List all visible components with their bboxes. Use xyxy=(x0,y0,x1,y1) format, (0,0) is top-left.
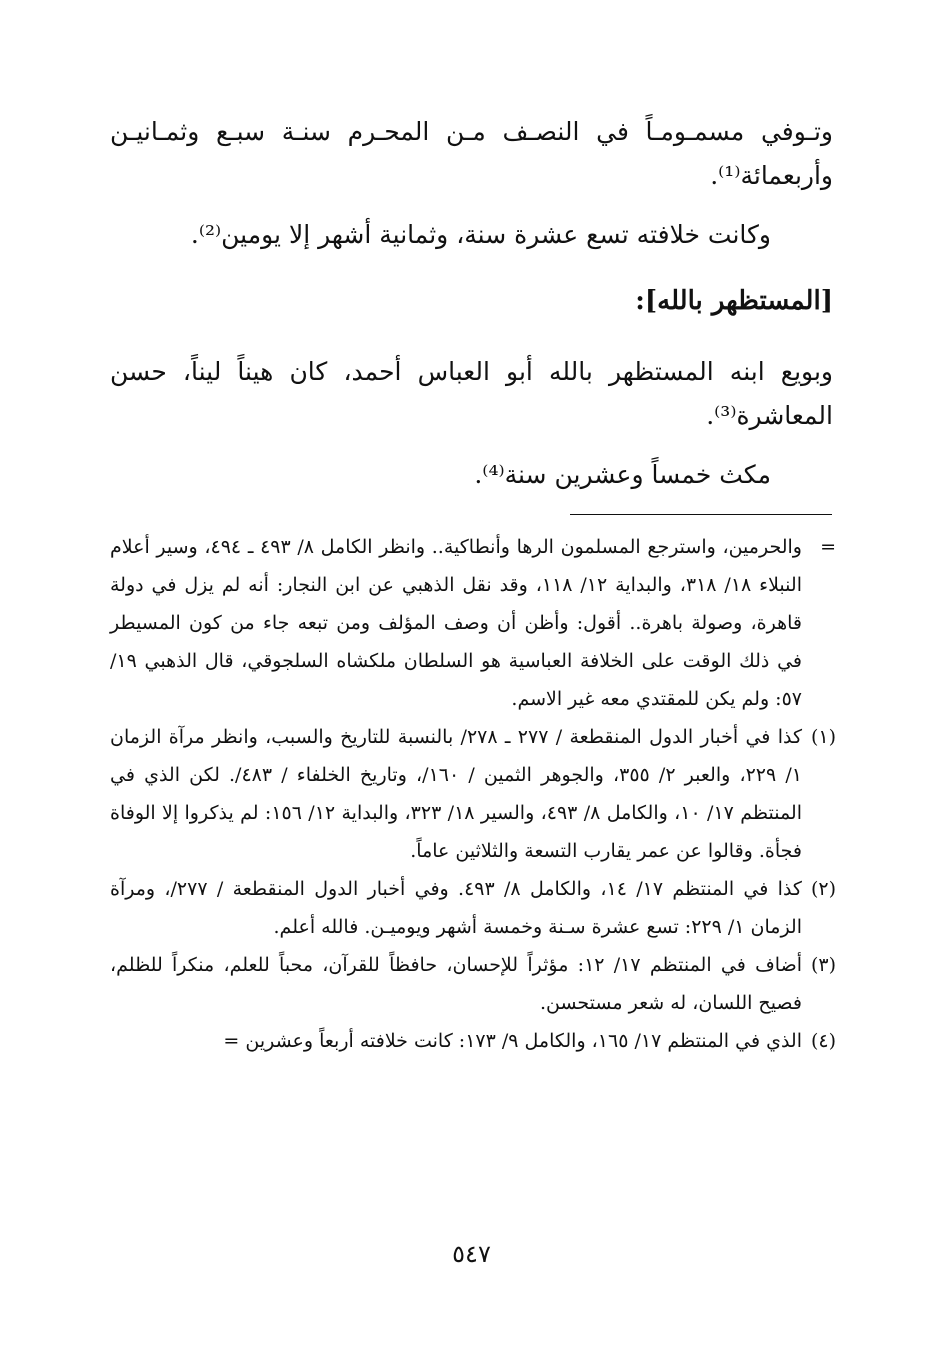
main-paragraph-bay-ah: وبويع ابنه المستظهر بالله أبو العباس أحمد، كان هيناً ليناً، حسن المعاشرة⁽³⁾. xyxy=(110,357,833,430)
footnote-4 xyxy=(110,1022,836,1060)
footnote-continuation xyxy=(110,528,836,718)
footnote-text: كذا في المنتظم ١٧/ ١٤، والكامل ٨/ ٤٩٣. وفي أخبار الدول المنقطعة / ٢٧٧/، ومرآة الزمان ١/ ٢٢٩: تسع عشرة سـنة وخمسة أشهر ويوميـن. فالله أعلم. xyxy=(110,878,802,938)
footnote-text: الذي في المنتظم ١٧/ ١٦٥، والكامل ٩/ ١٧٣: كانت خلافته أربعاً وعشرين = xyxy=(223,1030,802,1052)
footnote-marker: (١) xyxy=(810,726,836,748)
footnote-separator xyxy=(570,514,832,515)
duration-text: مكث خمساً وعشرين سنة⁽⁴⁾. xyxy=(474,460,771,489)
main-paragraph-duration xyxy=(110,453,833,497)
footnote-marker: (٣) xyxy=(810,954,836,976)
footnote-3 xyxy=(110,946,836,1022)
caliphate-length-text: وكانت خلافته تسع عشرة سنة، وثمانية أشهر إلا يومين⁽²⁾. xyxy=(190,220,771,249)
main-paragraph-caliphate-length xyxy=(110,213,833,257)
page-number: ٥٤٧ xyxy=(452,1240,491,1268)
footnote-text: أضاف في المنتظم ١٧/ ١٢: مؤثراً للإحسان، حافظاً للقرآن، محباً للعلم، منكراً للظلم، فصيح اللسان، له شعر مستحسن. xyxy=(110,954,802,1014)
section-heading: [المستظهر بالله]: xyxy=(635,286,833,316)
footnote-marker: = xyxy=(820,536,836,558)
footnote-marker: (٤) xyxy=(810,1030,836,1052)
footnote-1 xyxy=(110,718,836,870)
main-paragraph-death: وتـوفي مسمـومـاً في النصـف مـن المحـرم سنـة سبـع وثمـانيـن وأربعمائة⁽¹⁾. xyxy=(110,117,833,190)
footnote-text: والحرمين، واسترجع المسلمون الرها وأنطاكية.. وانظر الكامل ٨/ ٤٩٣ ـ ٤٩٤، وسير أعلام النبلاء ١٨/ ٣١٨، والبداية ١٢/ ١١٨، وقد نقل الذهبي عن ابن النجار: أنه لم يزل في دولة قاهرة، وصولة باهرة.. أقول: وأظن أن وصف المؤلف ومن تبعه جاء من كون المسيطر في ذلك الوقت على الخلافة العباسية هو السلطان ملكشاه السلجوقي، قال الذهبي ١٩/ ٥٧: ولم يكن للمقتدي معه غير الاسم. xyxy=(110,536,802,710)
footnote-2 xyxy=(110,870,836,946)
footnote-marker: (٢) xyxy=(810,878,836,900)
footnote-text: كذا في أخبار الدول المنقطعة / ٢٧٧ ـ ٢٧٨/ بالنسبة للتاريخ والسبب، وانظر مرآة الزمان ١/ ٢٢٩، والعبر ٢/ ٣٥٥، والجوهر الثمين / ١٦٠/، وتاريخ الخلفاء / ٤٨٣/. لكن الذي في المنتظم ١٧/ ١٠، والكامل ٨/ ٤٩٣، والسير ١٨/ ٣٢٣، والبداية ١٢/ ١٥٦: لم يذكروا إلا الوفاة فجأة. وقالوا عن عمر يقارب التسعة والثلاثين عاماً. xyxy=(110,726,802,862)
footnotes xyxy=(110,528,836,1060)
